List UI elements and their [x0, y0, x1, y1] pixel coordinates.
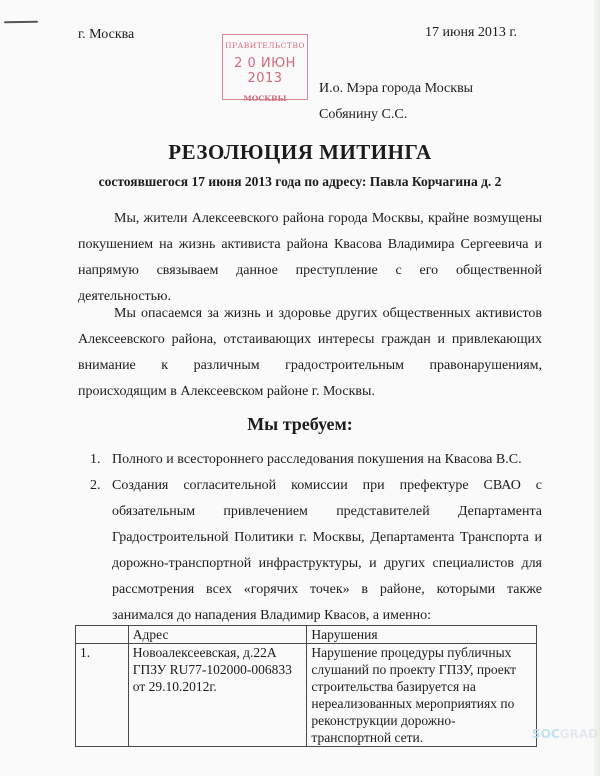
address-gpzu: ГПЗУ RU77-102000-006833 — [132, 662, 292, 677]
header-number — [76, 626, 129, 644]
paragraph-1: Мы, жители Алексеевского района города Москвы, крайне возмущены покушением на жизнь активиста района Квасова Владимира Сергеевича и напрямую связываем данное преступление с его общественной деятельностью. — [78, 211, 542, 304]
demand-text: Создания согласительной комиссии при префектуре СВАО с обязательным привлечением представителей Департамента Градостроительной Политики г. Москвы, Департамента Транспорта и дорожно-транспортной инфраструктуры, и других специалистов для рассмотрения всех «горячих точек» в районе, которыми также занимался до нападения Владимир Квасов, а именно: — [112, 478, 542, 623]
city-label: г. Москва — [78, 27, 135, 42]
address-date: от 29.10.2012г. — [132, 679, 217, 694]
row-address — [128, 644, 307, 747]
demands-list — [90, 447, 542, 629]
watermark-part-1: SOC — [532, 727, 560, 741]
watermark-part-2: GRAD — [559, 727, 598, 741]
address-street: Новоалексеевская, д.22А — [132, 645, 277, 660]
stamp-line-3: МОСКВЫ — [243, 94, 287, 103]
watermark-logo — [532, 727, 598, 741]
paragraph-2: Мы опасаемся за жизнь и здоровье других общественных активистов Алексеевского района, отстаивающих интересы граждан и привлекающих внимание к различным градостроительным правонарушениям, происходящим в Алексеевском районе г. Москвы. — [78, 306, 542, 399]
document-subtitle: состоявшегося 17 июня 2013 года по адресу: Павла Корчагина д. 2 — [98, 174, 502, 189]
header-address: Адрес — [128, 626, 307, 644]
document-date: 17 июня 2013 г. — [425, 25, 518, 40]
stamp-date: 2 0 ИЮН 2013 — [234, 56, 296, 86]
demand-item — [90, 447, 542, 473]
scan-edge — [594, 0, 600, 776]
demand-item — [90, 473, 542, 629]
scan-mark — [4, 21, 38, 24]
demands-heading: Мы требуем: — [247, 414, 353, 434]
government-stamp — [222, 34, 308, 103]
header-violations: Нарушения — [307, 626, 537, 644]
demand-text: Полного и всестороннего расследования покушения на Квасова В.С. — [112, 452, 522, 467]
table-row — [76, 644, 537, 747]
addressee-name: Собянину С.С. — [319, 107, 408, 122]
row-violation: Нарушение процедуры публичных слушаний по проекту ГПЗУ, проект строительства базируется на нереализованных мероприятиях по реконструкции дорожно-транспортной сети. — [307, 644, 537, 747]
addressee-block — [319, 76, 473, 128]
demand-number: 1. — [90, 452, 101, 467]
addressee-title: И.о. Мэра города Москвы — [319, 81, 474, 96]
row-number: 1. — [76, 644, 129, 747]
document-title: РЕЗОЛЮЦИЯ МИТИНГА — [168, 140, 432, 164]
stamp-line-1: ПРАВИТЕЛЬСТВО — [224, 41, 305, 50]
table-header-row — [76, 626, 537, 644]
violations-table — [75, 625, 537, 747]
demand-number: 2. — [90, 478, 101, 493]
